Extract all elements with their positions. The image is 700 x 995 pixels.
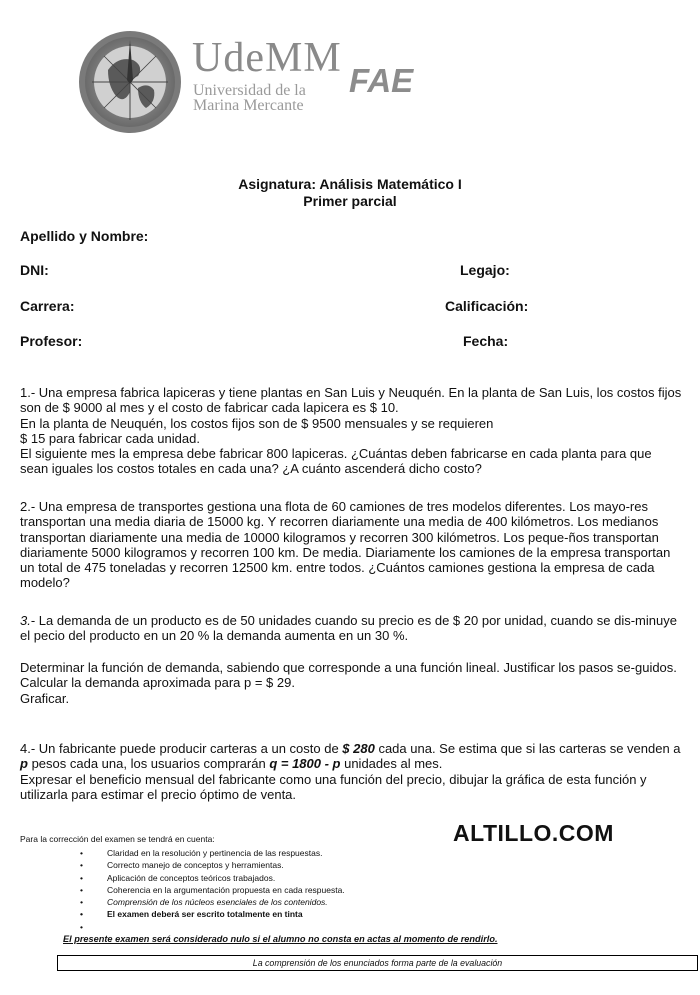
- faculty-name: FAE: [349, 62, 414, 99]
- watermark-text: ALTILLO.COM: [453, 820, 614, 846]
- university-line-2: Marina Mercante: [193, 97, 304, 114]
- question-1-text: 1.- Una empresa fabrica lapiceras y tiene plantas en San Luis y Neuquén. En la planta de San Luis, los costos fijos son de $ 9000 al mes y el costo de fabricar cada lapicera es $ 10.: [20, 385, 682, 416]
- criteria-item: • Correcto manejo de conceptos y herramientas.: [80, 859, 345, 871]
- question-3-instructions: [20, 660, 682, 706]
- profesor-field-label: Profesor:: [20, 333, 83, 349]
- question-4: [20, 741, 682, 802]
- question-1-text-4: El siguiente mes la empresa debe fabricar 800 lapiceras. ¿Cuántas deben fabricarse en cada planta para que sean iguales los costos totales en cada una? ¿A cuánto ascenderá dicho costo?: [20, 446, 652, 477]
- nulo-notice: El presente examen será considerado nulo si el alumno no consta en actas al momento de rendirlo.: [63, 934, 498, 944]
- question-4-formula: q = 1800 - p: [269, 756, 341, 772]
- question-3: [20, 613, 682, 644]
- brand-name: UdeMM: [192, 35, 342, 81]
- criteria-list: [80, 847, 345, 933]
- criteria-item: • Coherencia en la argumentación propuesta en cada respuesta.: [80, 884, 345, 896]
- question-3-number: 3.: [20, 613, 31, 628]
- criteria-item: • Aplicación de conceptos teóricos trabajados.: [80, 872, 345, 884]
- university-line-1: Universidad de la: [193, 82, 306, 99]
- question-4-text-2: Expresar el beneficio mensual del fabricante como una función del precio, dibujar la gráfica de esta función y utilizarla para estimar el precio óptimo de venta.: [20, 771, 647, 802]
- question-3-text-3: Calcular la demanda aproximada para p = $ 29.: [20, 675, 295, 691]
- criteria-item: • Comprensión de los núcleos esenciales de los contenidos.: [80, 896, 345, 908]
- criteria-item: • El examen deberá ser escrito totalmente en tinta: [80, 908, 345, 920]
- question-4-text-b: cada una. Se estima que si las carteras se venden a: [374, 741, 681, 756]
- dni-field-label: DNI:: [20, 262, 49, 278]
- question-4-cost: $ 280: [342, 741, 375, 756]
- calificacion-field-label: Calificación:: [445, 298, 529, 314]
- carrera-field-label: Carrera:: [20, 298, 75, 314]
- evaluation-note-box: La comprensión de los enunciados forma parte de la evaluación: [57, 955, 698, 971]
- legajo-field-label: Legajo:: [460, 262, 510, 278]
- question-1-text-3: $ 15 para fabricar cada unidad.: [20, 430, 200, 446]
- question-1-text-2: En la planta de Neuquén, los costos fijos son de $ 9500 mensuales y se requieren: [20, 415, 494, 431]
- question-1: [20, 385, 682, 477]
- question-2-text: 2.- Una empresa de transportes gestiona una flota de 60 camiones de tres modelos diferentes. Los mayo-res transportan una media diaria de 15000 kg. Y recorren diariamente una media de 400 kilómetros. Los medianos transportan diariamente una media de 10000 kilogramos y recorren 300 kilómetros. Los peque-ños transportan diariamente 5000 kilogramos y recorren 100 km. De media. Diariamente los camiones de la empresa transportan un total de 475 toneladas y recorren 12500 km. entre todos. ¿Cuántos camiones gestiona la empresa de cada modelo?: [20, 499, 671, 591]
- exam-title: Primer parcial: [303, 193, 397, 209]
- question-3-text: - La demanda de un producto es de 50 unidades cuando su precio es de $ 20 por unidad, cuando se dis-minuye el pecio del producto en un 20 % la demanda aumenta en un 30 %.: [20, 613, 677, 644]
- question-2: [20, 499, 682, 591]
- subject-title: Asignatura: Análisis Matemático I: [238, 176, 462, 192]
- university-seal-logo: [78, 30, 182, 134]
- correction-intro: Para la corrección del examen se tendrá en cuenta:: [20, 834, 215, 844]
- question-4-text-c: pesos cada una, los usuarios comprarán: [27, 756, 270, 772]
- question-3-text-4: Graficar.: [20, 690, 70, 706]
- question-3-text-2: Determinar la función de demanda, sabiendo que corresponde a una función lineal. Justificar los pasos se-guidos.: [20, 660, 677, 675]
- fecha-field-label: Fecha:: [463, 333, 509, 349]
- question-4-text-a: 4.- Un fabricante puede producir carteras a un costo de: [20, 741, 343, 756]
- question-4-price-variable: p: [20, 756, 28, 772]
- criteria-item-empty: [80, 921, 345, 933]
- question-4-text-d: unidades al mes.: [340, 756, 443, 772]
- name-field-label: Apellido y Nombre:: [20, 228, 149, 244]
- university-name: [193, 83, 306, 113]
- criteria-item: • Claridad en la resolución y pertinencia de las respuestas.: [80, 847, 345, 859]
